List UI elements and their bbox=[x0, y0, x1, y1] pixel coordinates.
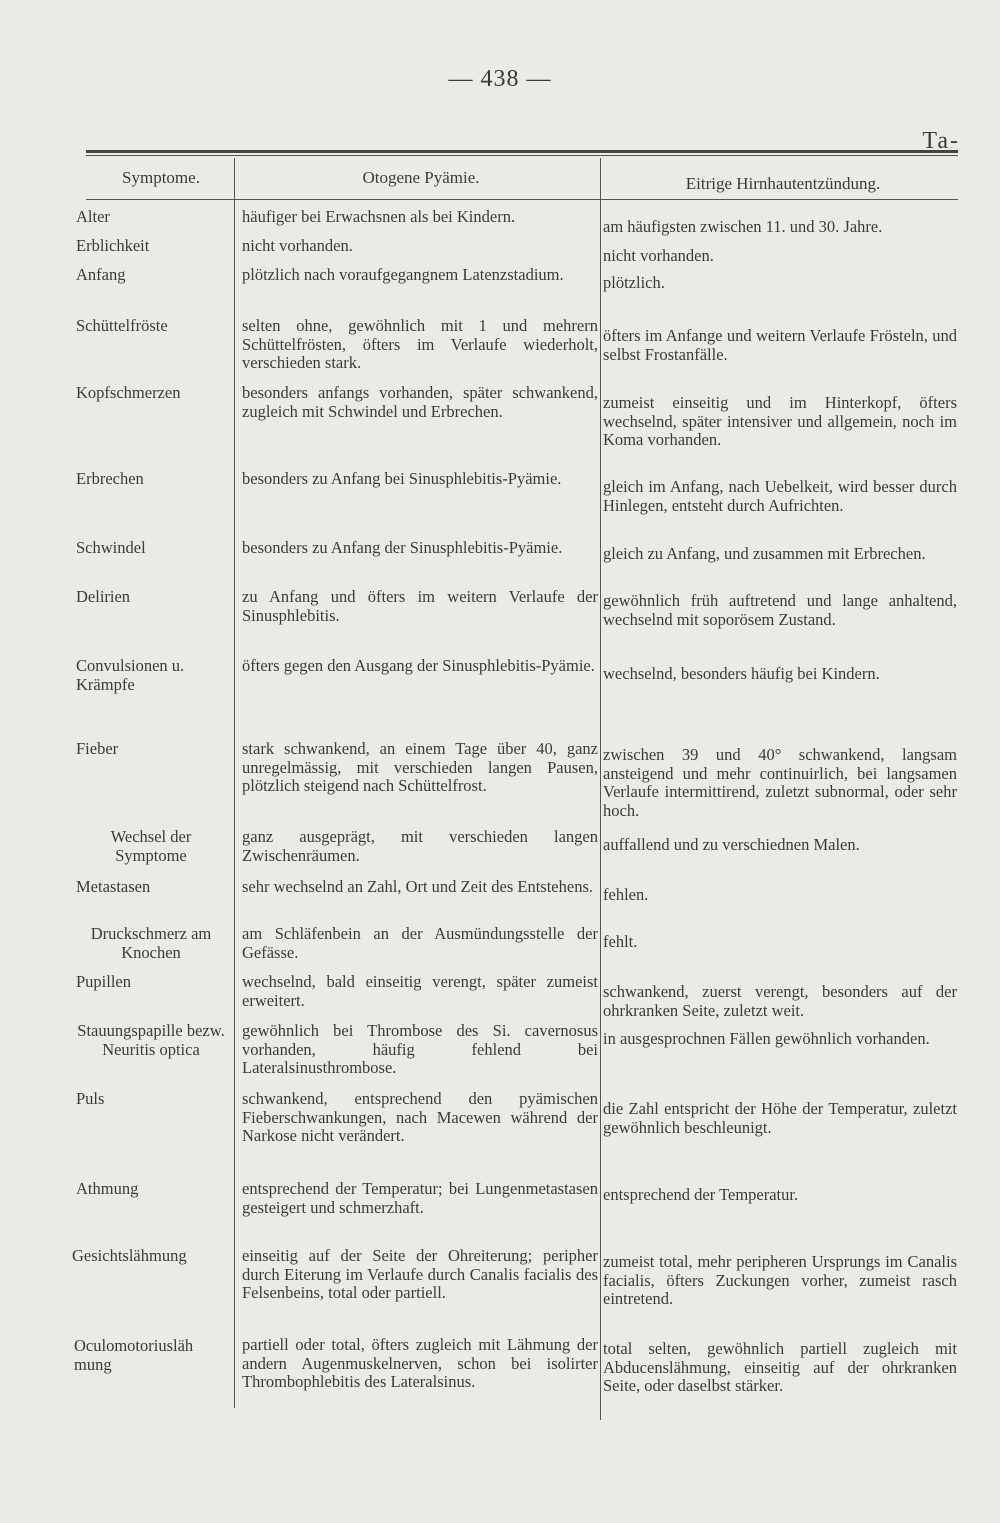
header-hirnhautentzuendung: Eitrige Hirnhautentzündung. bbox=[685, 174, 881, 193]
meningitis-cell: schwankend, zuerst verengt, besonders auf der ohrkranken Seite, zuletzt weit. bbox=[603, 982, 957, 1020]
meningitis-cell: gewöhnlich früh auftretend und lange anhaltend, wechselnd mit soporösem Zustand. bbox=[603, 591, 957, 629]
symptom-cell: Fieber bbox=[76, 739, 119, 758]
symptom-cell: Gesichtslähmung bbox=[72, 1246, 187, 1265]
table-top-rule-thin bbox=[86, 155, 958, 156]
symptom-cell: Convulsionen u. Krämpfe bbox=[76, 656, 185, 694]
pyaemie-cell: besonders anfangs vorhanden, später schwankend, zugleich mit Schwindel und Erbrechen. bbox=[242, 383, 598, 421]
pyaemie-cell: besonders zu Anfang der Sinusphlebitis-Pyämie. bbox=[242, 538, 563, 557]
header-bottom-rule bbox=[86, 199, 958, 200]
pyaemie-cell: häufiger bei Erwachsnen als bei Kindern. bbox=[242, 207, 516, 226]
symptom-cell: Anfang bbox=[76, 265, 126, 284]
meningitis-cell: öfters im Anfange und weitern Verlaufe Frösteln, und selbst Frostanfälle. bbox=[603, 326, 957, 364]
column-divider-1 bbox=[234, 158, 235, 1408]
symptom-cell: Erblichkeit bbox=[76, 236, 150, 255]
symptom-cell: Oculomotoriuslähmung bbox=[74, 1336, 194, 1374]
meningitis-cell: entsprechend der Temperatur. bbox=[603, 1185, 799, 1204]
pyaemie-cell: partiell oder total, öfters zugleich mit Lähmung der andern Augenmuskelnerven, schon bei isolirter Thrombophlebitis des Lateralsinus. bbox=[242, 1335, 598, 1391]
meningitis-cell: gleich im Anfang, nach Uebelkeit, wird besser durch Hinlegen, entsteht durch Aufrichten. bbox=[603, 477, 957, 515]
symptom-cell: Erbrechen bbox=[76, 469, 144, 488]
pyaemie-cell: entsprechend der Temperatur; bei Lungenmetastasen gesteigert und schmerzhaft. bbox=[242, 1179, 598, 1217]
pyaemie-cell: gewöhnlich bei Thrombose des Si. cavernosus vorhanden, häufig fehlend bei Lateralsinusthrombose. bbox=[242, 1021, 598, 1077]
symptom-cell: Pupillen bbox=[76, 972, 132, 991]
pyaemie-cell: zu Anfang und öfters im weitern Verlaufe der Sinusphlebitis. bbox=[242, 587, 598, 625]
meningitis-cell: zumeist total, mehr peripheren Ursprungs im Canalis facialis, öfters Zuckungen vorher, zumeist rasch eintretend. bbox=[603, 1252, 957, 1308]
symptom-cell: Druckschmerz am Knochen bbox=[90, 924, 212, 962]
pyaemie-cell: selten ohne, gewöhnlich mit 1 und mehrern Schüttelfrösten, öfters im Verlaufe wiederholt, verschieden stark. bbox=[242, 316, 598, 372]
pyaemie-cell: schwankend, entsprechend den pyämischen Fieberschwankungen, nach Macewen während der Narkose nicht verändert. bbox=[242, 1089, 598, 1145]
symptom-cell: Stauungspapille bezw. Neuritis optica bbox=[77, 1021, 225, 1059]
meningitis-cell: gleich zu Anfang, und zusammen mit Erbrechen. bbox=[603, 544, 926, 563]
pyaemie-cell: stark schwankend, an einem Tage über 40, ganz unregelmässig, mit verschieden langen Pausen, plötzlich steigend nach Schüttelfrost. bbox=[242, 739, 598, 795]
meningitis-cell: fehlen. bbox=[603, 885, 649, 904]
meningitis-cell: plötzlich. bbox=[603, 273, 665, 292]
symptom-cell: Alter bbox=[76, 207, 110, 226]
symptom-cell: Schüttelfröste bbox=[76, 316, 168, 335]
meningitis-cell: wechselnd, besonders häufig bei Kindern. bbox=[603, 664, 880, 683]
symptom-cell: Kopfschmerzen bbox=[76, 383, 181, 402]
header-otogene-pyaemie: Otogene Pyämie. bbox=[362, 168, 480, 187]
meningitis-cell: auffallend und zu verschiednen Malen. bbox=[603, 835, 860, 854]
symptom-cell: Athmung bbox=[76, 1179, 139, 1198]
symptom-cell: Delirien bbox=[76, 587, 131, 606]
page-number: — 438 — bbox=[448, 66, 552, 92]
symptom-cell: Puls bbox=[76, 1089, 105, 1108]
pyaemie-cell: am Schläfenbein an der Ausmündungsstelle der Gefässe. bbox=[242, 924, 598, 962]
symptom-cell: Metastasen bbox=[76, 877, 151, 896]
meningitis-cell: nicht vorhanden. bbox=[603, 246, 714, 265]
meningitis-cell: am häufigsten zwischen 11. und 30. Jahre. bbox=[603, 217, 883, 236]
meningitis-cell: fehlt. bbox=[603, 932, 638, 951]
symptom-cell: Wechsel der Symptome bbox=[110, 827, 192, 865]
meningitis-cell: zumeist einseitig und im Hinterkopf, öfters wechselnd, später intensiver und allgemein, noch im Koma vorhanden. bbox=[603, 393, 957, 449]
table-top-rule bbox=[86, 150, 958, 153]
pyaemie-cell: wechselnd, bald einseitig verengt, später zumeist erweitert. bbox=[242, 972, 598, 1010]
pyaemie-cell: plötzlich nach voraufgegangnem Latenzstadium. bbox=[242, 265, 564, 284]
running-head: Ta- bbox=[922, 128, 960, 154]
symptom-cell: Schwindel bbox=[76, 538, 146, 557]
pyaemie-cell: ganz ausgeprägt, mit verschieden langen Zwischenräumen. bbox=[242, 827, 598, 865]
meningitis-cell: total selten, gewöhnlich partiell zugleich mit Abducenslähmung, einseitig auf der ohrkranken Seite, oder daselbst stärker. bbox=[603, 1339, 957, 1395]
header-symptome: Symptome. bbox=[122, 168, 200, 187]
pyaemie-cell: öfters gegen den Ausgang der Sinusphlebitis-Pyämie. bbox=[242, 656, 595, 675]
meningitis-cell: die Zahl entspricht der Höhe der Temperatur, zuletzt gewöhnlich beschleunigt. bbox=[603, 1099, 957, 1137]
pyaemie-cell: sehr wechselnd an Zahl, Ort und Zeit des Entstehens. bbox=[242, 877, 593, 896]
column-divider-2 bbox=[600, 158, 601, 1420]
pyaemie-cell: besonders zu Anfang bei Sinusphlebitis-Pyämie. bbox=[242, 469, 562, 488]
meningitis-cell: zwischen 39 und 40° schwankend, langsam ansteigend und mehr continuirlich, bei langsamen Verlaufe intermittirend, zuletzt subnormal, oder sehr hoch. bbox=[603, 745, 957, 820]
pyaemie-cell: nicht vorhanden. bbox=[242, 236, 353, 255]
meningitis-cell: in ausgesprochnen Fällen gewöhnlich vorhanden. bbox=[603, 1029, 930, 1048]
pyaemie-cell: einseitig auf der Seite der Ohreiterung; peripher durch Eiterung im Verlaufe durch Canalis facialis des Felsenbeins, total oder partiell. bbox=[242, 1246, 598, 1302]
